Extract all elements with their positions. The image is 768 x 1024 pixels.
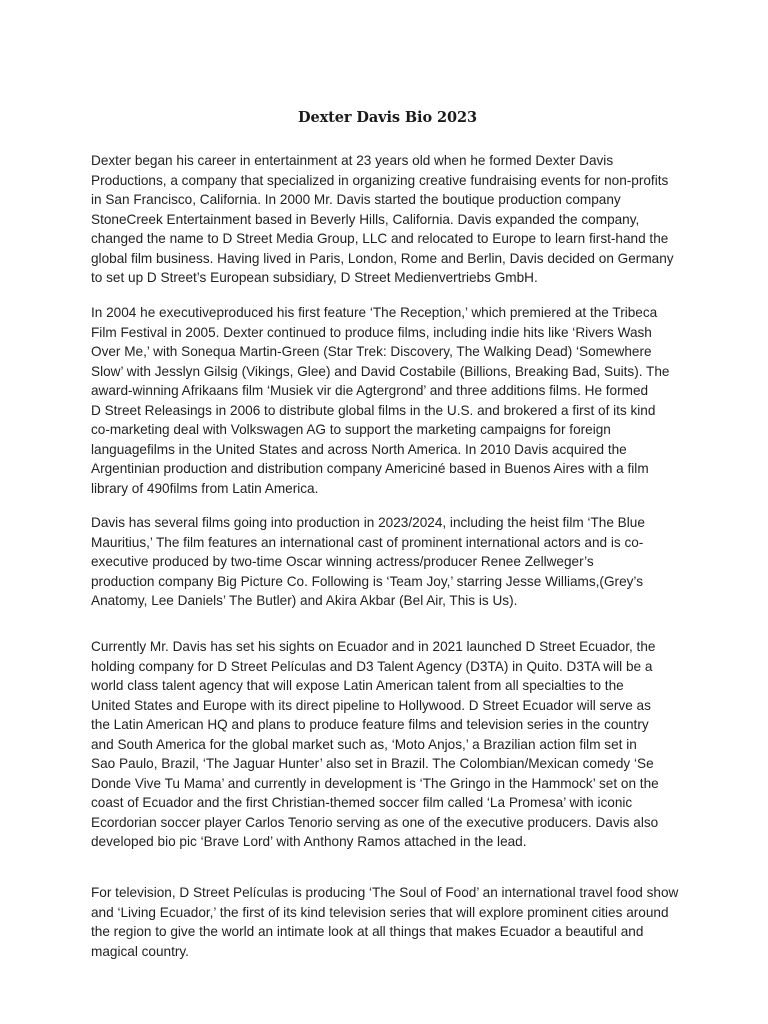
paragraph-line: award-winning Afrikaans film ‘Musiek vir die Agtergrond’ and three additions films. He formed: [91, 383, 649, 398]
paragraph-line: coast of Ecuador and the first Christian-themed soccer film called ‘La Promesa’ with iconic: [91, 795, 633, 810]
paragraph-line: Currently Mr. Davis has set his sights on Ecuador and in 2021 launched D Street Ecuador, the: [91, 639, 656, 654]
bio-paragraph-4: [91, 637, 687, 852]
paragraph-line: and ‘Living Ecuador,’ the first of its kind television series that will explore prominent cities around: [91, 904, 669, 920]
paragraph-line: the region to give the world an intimate look at all things that makes Ecuador a beautiful and: [91, 924, 644, 939]
paragraph-line: and South America for the global market such as, ‘Moto Anjos,’ a Brazilian action film set in: [91, 736, 637, 752]
paragraph-line: Argentinian production and distribution company Americiné based in Buenos Aires with a film: [91, 461, 649, 476]
paragraph-line: Mauritius,’ The film features an international cast of prominent international actors and is co-: [91, 534, 644, 550]
bio-paragraph-1: [91, 151, 687, 288]
paragraph-line: the Latin American HQ and plans to produce feature films and television series in the country: [91, 717, 649, 732]
paragraph-line: Donde Vive Tu Mama’ and currently in development is ‘The Gringo in the Hammock’ set on the: [91, 775, 659, 791]
paragraph-line: magical country.: [91, 943, 189, 959]
paragraph-line: StoneCreek Entertainment based in Beverly Hills, California. Davis expanded the company,: [91, 211, 640, 227]
bio-paragraph-3: [91, 513, 687, 611]
paragraph-line: to set up D Street’s European subsidiary, D Street Medienvertriebs GmbH.: [91, 270, 538, 285]
paragraph-line: co-marketing deal with Volkswagen AG to support the marketing campaigns for foreign: [91, 422, 611, 437]
paragraph-line: Davis has several films going into production in 2023/2024, including the heist film ‘The Blue: [91, 515, 645, 530]
paragraph-line: In 2004 he executiveproduced his first feature ‘The Reception,’ which premiered at the Tribeca: [91, 305, 658, 320]
paragraph-line: D Street Releasings in 2006 to distribute global films in the U.S. and brokered a first of its kind: [91, 402, 656, 418]
paragraph-line: Dexter began his career in entertainment at 23 years old when he formed Dexter Davis: [91, 153, 614, 168]
paragraph-line: languagefilms in the United States and across North America. In 2010 Davis acquired the: [91, 441, 627, 457]
paragraph-line: Ecordorian soccer player Carlos Tenorio serving as one of the executive producers. Davis also: [91, 814, 659, 830]
paragraph-line: in San Francisco, California. In 2000 Mr. Davis started the boutique production company: [91, 192, 621, 207]
paragraph-line: developed bio pic ‘Brave Lord’ with Anthony Ramos attached in the lead.: [91, 834, 527, 849]
bio-paragraph-5: [91, 883, 687, 961]
paragraph-line: executive produced by two-time Oscar winning actress/producer Renee Zellweger’s: [91, 554, 594, 569]
paragraph-line: Over Me,’ with Sonequa Martin-Green (Star Trek: Discovery, The Walking Dead) ‘Somewhere: [91, 344, 652, 359]
document-title: Dexter Davis Bio 2023: [298, 109, 477, 126]
paragraph-line: holding company for D Street Películas and D3 Talent Agency (D3TA) in Quito. D3TA will be a: [91, 658, 653, 674]
paragraph-line: world class talent agency that will expose Latin American talent from all specialties to the: [91, 678, 624, 693]
paragraph-line: global film business. Having lived in Paris, London, Rome and Berlin, Davis decided on Germany: [91, 250, 674, 266]
bio-paragraph-2: [91, 303, 687, 498]
paragraph-line: Sao Paulo, Brazil, ‘The Jaguar Hunter’ also set in Brazil. The Colombian/Mexican comedy ‘Se: [91, 756, 654, 771]
paragraph-line: United States and Europe with its direct pipeline to Hollywood. D Street Ecuador will serve as: [91, 697, 651, 713]
paragraph-line: library of 490films from Latin America.: [91, 480, 319, 496]
paragraph-line: production company Big Picture Co. Following is ‘Team Joy,’ starring Jesse Williams,(Grey’s: [91, 573, 643, 589]
paragraph-line: For television, D Street Películas is producing ‘The Soul of Food’ an international travel food show: [91, 885, 679, 900]
paragraph-line: Anatomy, Lee Daniels’ The Butler) and Akira Akbar (Bel Air, This is Us).: [91, 593, 518, 608]
paragraph-line: Film Festival in 2005. Dexter continued to produce films, including indie hits like ‘Rivers Wash: [91, 324, 652, 340]
paragraph-line: changed the name to D Street Media Group, LLC and relocated to Europe to learn first-hand the: [91, 231, 669, 246]
paragraph-line: Productions, a company that specialized in organizing creative fundraising events for non-profits: [91, 172, 669, 188]
paragraph-line: Slow’ with Jesslyn Gilsig (Vikings, Glee) and David Costabile (Billions, Breaking Bad, Suits). The: [91, 363, 670, 379]
